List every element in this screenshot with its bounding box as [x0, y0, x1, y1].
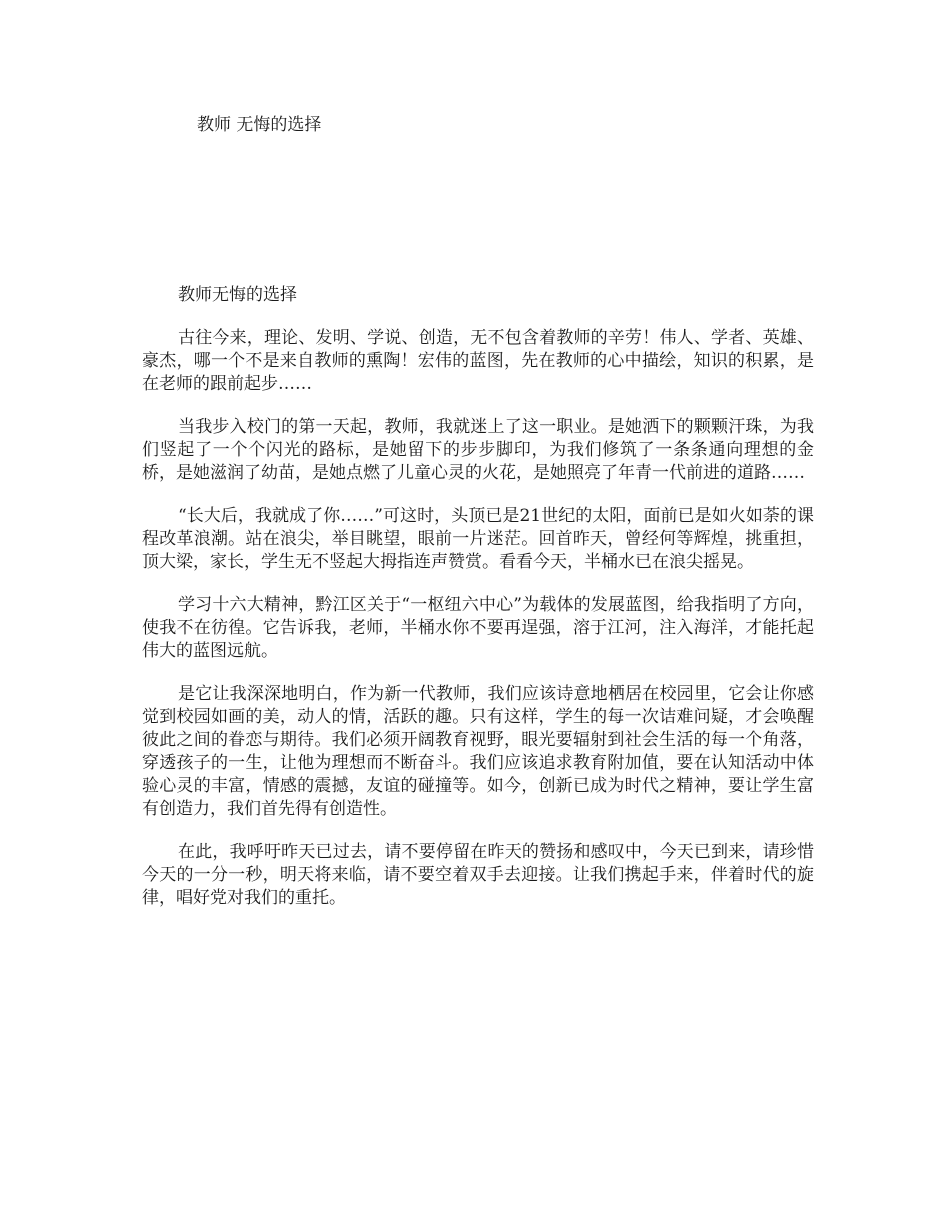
document-body — [142, 284, 814, 930]
paragraph-1: 古往今来，理论、发明、学说、创造，无不包含着教师的辛劳！伟人、学者、英雄、豪杰，哪一个不是来自教师的熏陶！宏伟的蓝图，先在教师的心中描绘，知识的积累，是在老师的跟前起步…… — [142, 328, 814, 394]
paragraph-3: “长大后，我就成了你……”可这时，头顶已是21世纪的太阳，面前已是如火如荼的课程改革浪潮。站在浪尖，举目眺望，眼前一片迷茫。回首昨天，曾经何等辉煌，挑重担，顶大梁，家长，学生无不竖起大拇指连声赞赏。看看今天，半桶水已在浪尖摇晃。 — [142, 506, 814, 572]
paragraph-6: 在此，我呼吁昨天已过去，请不要停留在昨天的赞扬和感叹中，今天已到来，请珍惜今天的一分一秒，明天将来临，请不要空着双手去迎接。让我们携起手来，伴着时代的旋律，唱好党对我们的重托。 — [142, 842, 814, 908]
paragraph-5: 是它让我深深地明白，作为新一代教师，我们应该诗意地栖居在校园里，它会让你感觉到校园如画的美，动人的情，活跃的趣。只有这样，学生的每一次诘难问疑，才会唤醒彼此之间的眷恋与期待。我们必须开阔教育视野，眼光要辐射到社会生活的每一个角落，穿透孩子的一生，让他为理想而不断奋斗。我们应该追求教育附加值，要在认知活动中体验心灵的丰富，情感的震撼，友谊的碰撞等。如今，创新已成为时代之精神，要让学生富有创造力，我们首先得有创造性。 — [142, 684, 814, 819]
document-title: 教师 无悔的选择 — [197, 115, 322, 135]
paragraph-4: 学习十六大精神，黔江区关于“一枢纽六中心”为载体的发展蓝图，给我指明了方向，使我不在彷徨。它告诉我，老师，半桶水你不要再逞强，溶于江河，注入海洋，才能托起伟大的蓝图远航。 — [142, 595, 814, 661]
paragraph-2: 当我步入校门的第一天起，教师，我就迷上了这一职业。是她洒下的颗颗汗珠，为我们竖起了一个个闪光的路标，是她留下的步步脚印，为我们修筑了一条条通向理想的金桥，是她滋润了幼苗，是她点燃了儿童心灵的火花，是她照亮了年青一代前进的道路…… — [142, 417, 814, 483]
document-subtitle: 教师无悔的选择 — [178, 285, 297, 305]
